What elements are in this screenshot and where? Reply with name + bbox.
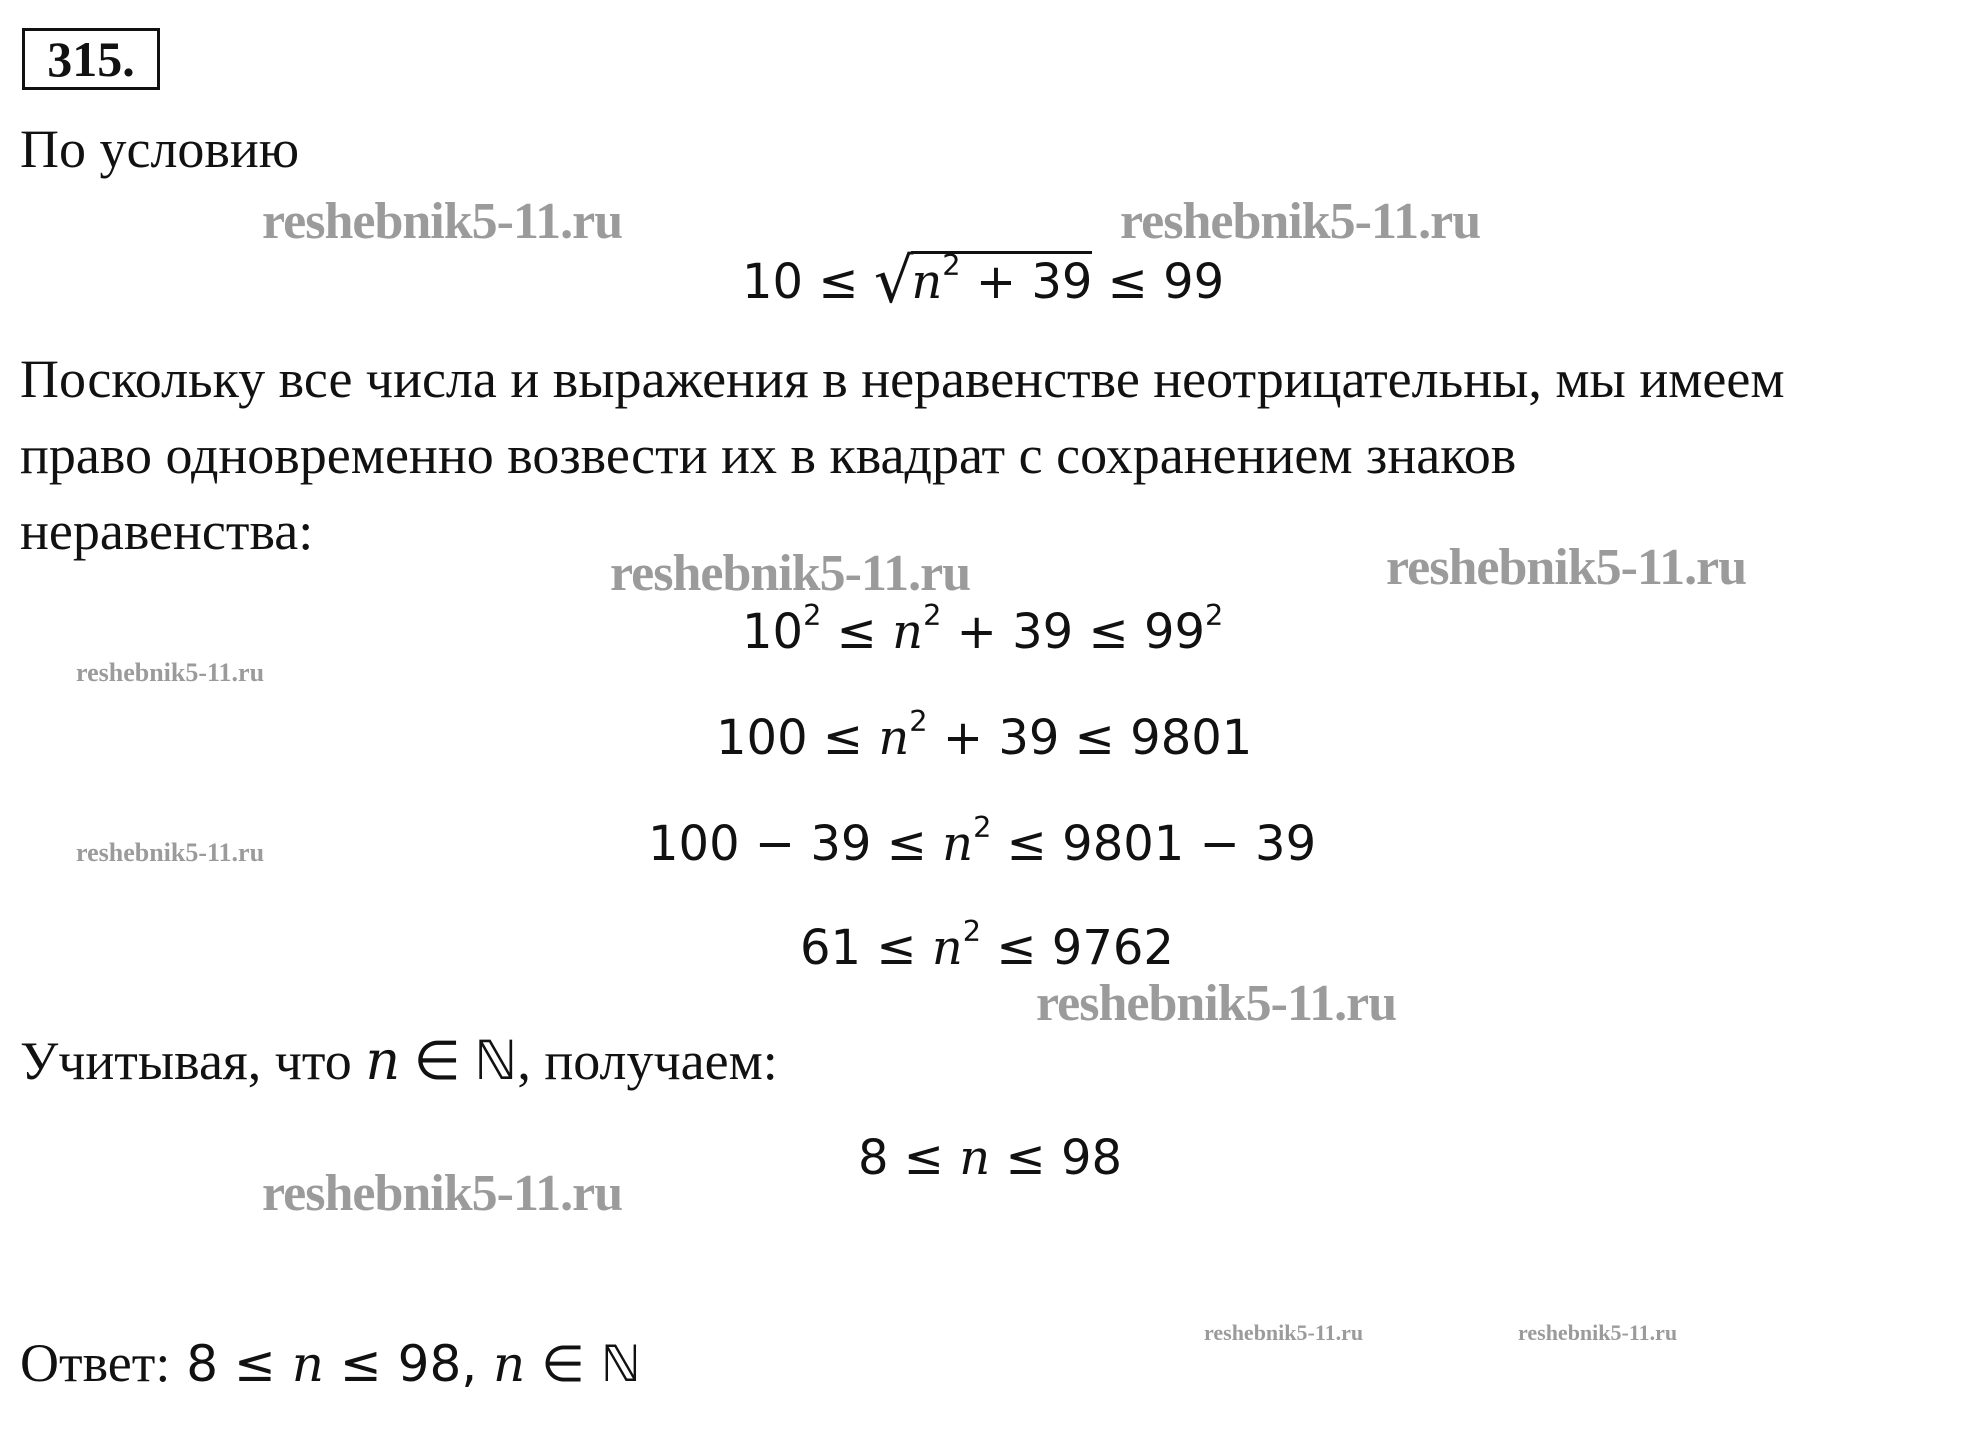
formula-expanded — [716, 703, 1253, 766]
explain-line-3: неравенства: — [20, 501, 314, 561]
exponent: 2 — [803, 597, 822, 632]
formula-simplified — [800, 913, 1174, 976]
formula-part: ≤ 9762 — [981, 920, 1174, 976]
exponent: 2 — [909, 703, 928, 738]
explain-line-2: право одновременно возвести их в квадрат с сохранением знаков — [20, 425, 1517, 485]
set-membership: ∈ ℕ — [525, 1335, 641, 1393]
variable-n: n — [878, 710, 910, 766]
formula-part: 100 − 39 ≤ — [648, 816, 943, 872]
formula-part: ≤ 9801 − 39 — [991, 816, 1317, 872]
problem-number: 315. — [22, 28, 160, 90]
answer-formula — [170, 1335, 640, 1393]
formula-part: 8 ≤ — [858, 1130, 960, 1186]
given-line — [20, 1029, 778, 1092]
formula-part: 10 — [742, 604, 804, 660]
watermark: reshebnik5-11.ru — [1386, 539, 1747, 596]
variable-n: n — [931, 920, 963, 976]
formula-part: 8 ≤ — [170, 1335, 292, 1393]
watermark: reshebnik5-11.ru — [1518, 1320, 1678, 1345]
exponent: 2 — [1205, 597, 1224, 632]
variable-n: n — [493, 1335, 526, 1393]
variable-n: n — [291, 1335, 324, 1393]
exponent: 2 — [942, 247, 961, 282]
formula-part: 61 ≤ — [800, 920, 932, 976]
variable-n: n — [942, 816, 974, 872]
watermark: reshebnik5-11.ru — [1204, 1320, 1364, 1345]
variable-n: n — [911, 254, 943, 310]
formula-part: ≤ 98, — [323, 1335, 494, 1393]
formula-squared — [742, 597, 1224, 660]
set-membership: ∈ ℕ — [400, 1031, 518, 1091]
watermark: reshebnik5-11.ru — [76, 838, 265, 867]
given-suffix: , получаем: — [517, 1031, 778, 1091]
watermark: reshebnik5-11.ru — [262, 1165, 623, 1222]
variable-n: n — [892, 604, 924, 660]
watermark: reshebnik5-11.ru — [1036, 975, 1397, 1032]
formula-part: + 39 — [960, 254, 1093, 310]
watermark: reshebnik5-11.ru — [1120, 193, 1481, 250]
exponent: 2 — [962, 913, 982, 948]
watermark: reshebnik5-11.ru — [262, 193, 623, 250]
intro-text: По условию — [20, 119, 300, 179]
exponent: 2 — [923, 597, 942, 632]
watermark: reshebnik5-11.ru — [610, 545, 971, 602]
formula-part: ≤ — [821, 604, 893, 660]
formula-part: ≤ 99 — [1092, 254, 1225, 310]
formula-part: ≤ 98 — [990, 1130, 1123, 1186]
answer-label: Ответ: — [20, 1333, 171, 1393]
exponent: 2 — [973, 809, 992, 844]
variable-n: n — [365, 1029, 401, 1092]
given-prefix: Учитывая, что — [20, 1031, 352, 1091]
radicand — [911, 247, 1093, 310]
formula-part: 100 ≤ — [716, 710, 879, 766]
formula-condition — [742, 244, 1225, 317]
answer-line — [20, 1333, 641, 1393]
radical-sign-icon: √ — [873, 244, 914, 317]
formula-part: + 39 ≤ 99 — [941, 604, 1206, 660]
formula-subtract — [648, 809, 1317, 872]
variable-n: n — [959, 1130, 991, 1186]
formula-part: + 39 ≤ 9801 — [927, 710, 1253, 766]
watermark: reshebnik5-11.ru — [76, 658, 265, 687]
formula-result — [858, 1130, 1123, 1186]
sqrt-expression — [873, 244, 1093, 317]
formula-part: 10 ≤ — [742, 254, 874, 310]
explain-line-1: Поскольку все числа и выражения в неравенстве неотрицательны, мы имеем — [20, 349, 1785, 409]
